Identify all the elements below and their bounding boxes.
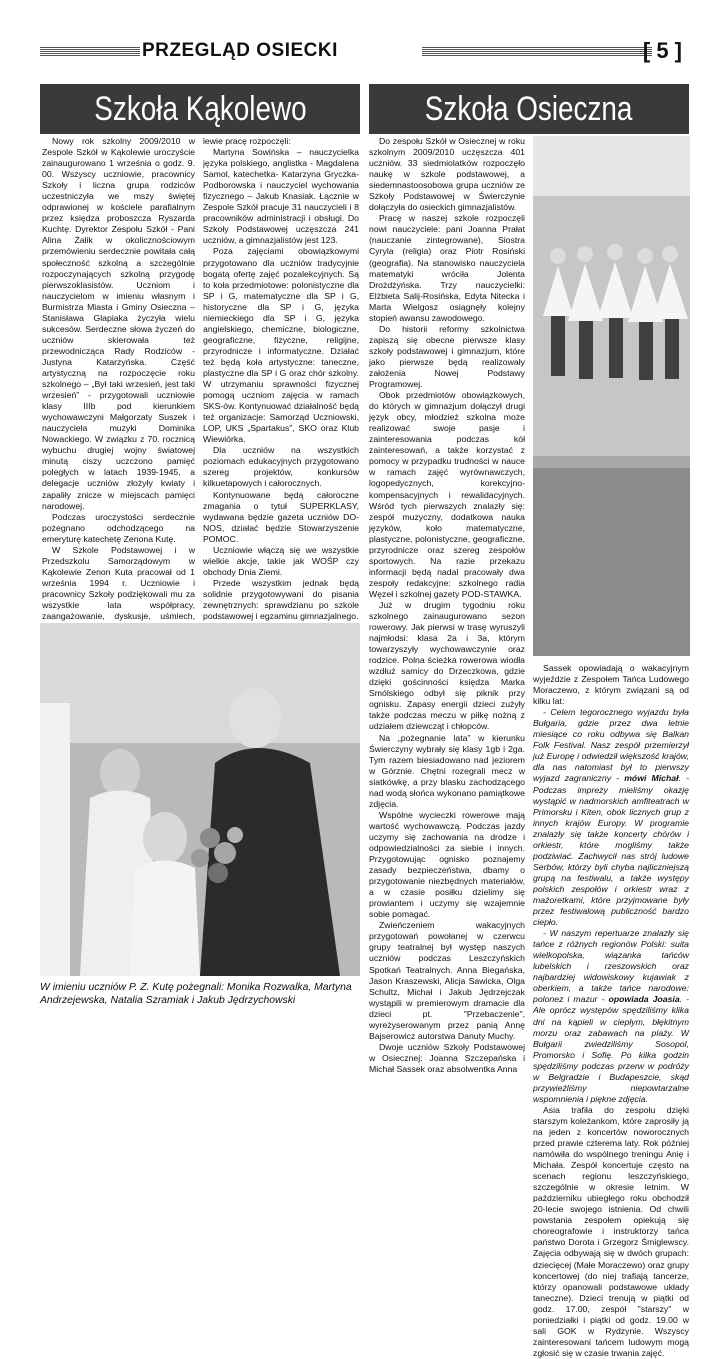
paragraph: Do historii reformy szkolnictwa zapiszą się obecne pierwsze klasy szkoły podstawowej i gimnazjum, które jako pierwsze będą realizowały założenia Nowej Podstawy Programowej.: [369, 323, 525, 390]
article-kakolewo-column-2: [203, 136, 359, 622]
page-number: [ 5 ]: [642, 38, 682, 63]
paragraph: Już w drugim tygodniu roku szkolnego zainaugurowano sezon rowerowy. Jak pierwsi w trasę wyruszyli najmłodsi: klasa 2a i 3a, którym towarzyszyły wychowawczynie oraz rodzice. Polna ścieżka rowerowa wiodła wzdłuż samicy do Drzeczkowa, gdzie dzięki gościnności księdza Marka Smólskiego odbył się piknik przy ognisku. Zapasy energii dzieci zużyły także podczas meczu w piłkę nożną z udziałem dziewcząt i chłopców.: [369, 599, 525, 732]
publication-title: PRZEGLĄD OSIECKI: [142, 40, 338, 61]
paragraph: Przede wszystkim jednak będą solidnie przygotowywani do pisania zewnętrznych: sprawdzianu po szkole podstawowej i egzaminu gimnazjalnego.: [203, 577, 359, 622]
article-osieczna-column-2: [533, 663, 689, 1358]
paragraph: Wspólne wycieczki rowerowe mają wartość wychowawczą. Podczas jazdy uczymy się zachowania na drodze i odpowiedzialności za siebie i innych. Przygotowując ognisko poznajemy zasady bezpieczeństwa, dbamy o przygotowanie niezbędnych materiałów, a w czasie posiłku dzielimy się prowiantem i uczymy się wzajemnie sobie pomagać.: [369, 809, 525, 920]
masthead-rule-right: [422, 46, 652, 56]
paragraph: Dla uczniów na wszystkich poziomach edukacyjnych przygotowano szereg projektów, konkursów kilkuetapowych i całorocznych.: [203, 445, 359, 489]
paragraph: Zwieńczeniem wakacyjnych przygotowań powołanej w czerwcu grupy teatralnej był występ naszych uczniów podczas Leszczyńskich Spotkań Teatralnych. Anna Biegańska, Jason Kraszewski, Alicja Sawicka, Olga Schultz, Michał i Jakub Jędrzejczak wystąpili w premierowym dramacie dla dzieci pt. "Przebaczenie", wyreżyserowanym przez panią Annę Bajserowicz autorstwa Danuty Muchy.: [369, 920, 525, 1041]
section-header-osieczna: [369, 84, 689, 134]
masthead-rule-left: [40, 46, 140, 56]
paragraph: Poza zajęciami obowiązkowymi przygotowano dla uczniów tradycyjnie bogatą ofertę zajęć pozalekcyjnych. Są to koła przedmiotowe: polonistyczne dla SP i G, matematyczne dla SP i G, historyczne dla SP i G, języka niemieckiego dla SP i G, języka angielskiego, chemiczne, biologiczne, geograficzne, fizyczne, religijne, przyrodnicze i informatyczne. Działać też będą koła artystyczne: taneczne, plastyczne dla SP i G oraz chór szkolny. W utrzymaniu sprawności fizycznej pomogą uczniom zajęcia w ramach SKS-ów. Kontynuować działalność będą też organizacje: Samorząd Uczniowski, LOP, UKS „Spartakus”, SKO oraz Klub Wiewiórka.: [203, 246, 359, 445]
farewell-ceremony-photo: [40, 623, 360, 976]
photo-caption: W imieniu uczniów P. Z. Kutę pożegnali: Monika Rozwalka, Martyna Andrzejewska, Natalia Szramiak i Jakub Jędrzychowski: [40, 982, 352, 1006]
paragraph: Obok przedmiotów obowiązkowych, do których w gimnazjum dołączył drugi język obcy, młodzież szkolna może realizować swoje pasje i zainteresowania podczas kół zainteresowań, a także korzystać z pomocy w przypadku trudności w nauce w ramach zajęć wyrównawczych, logopedycznych, korekcyjno-kompensacyjnych i rewalidacyjnych. Wśród tych pierwszych znalazły się: zespół muzyczny, dodatkowa nauka języków, koło matematyczne, plastyczne, polonistyczne, geograficzne, przyrodnicze oraz szereg zespołów sportowych. Na razie przekazu informacji będą nadal pracowały dwa zespoły redakcyjne: szkolnego radia Węzeł i szkolnej gazety POD-STAWKA.: [369, 390, 525, 599]
quote-text: . - Ale oprócz występów spędziliśmy klika dni na kąpieli w ciepłym, błękitnym morzu oraz zabawach na plaży. W Bułgarii zwiedziliśmy Sosopol, Promorsko i Sofię. Po kilka godzin spędziliśmy podczas przerw w podróży w Belgradzie i Budapeszcie, skąd przywieźliśmy niepowtarzalne wspomnienia i piękne zdjęcia.: [533, 994, 689, 1104]
paragraph: Na „pożegnanie lata” w kierunku Świerczyny wybrały się klasy 1gb i 2ga. Tym razem biesiadowano nad jeziorem w Górznie. Chętni rozegrali mecz w siatkówkę, a przy blasku zachodzącego nad wodą słońca wykonano pamiątkowe zdjęcia.: [369, 732, 525, 809]
photo-illustration: [40, 623, 360, 976]
masthead: [40, 40, 690, 62]
paragraph: Asia trafiła do zespołu dzięki starszym koleżankom, które zaprosiły ją na jeden z koncertów noworocznych przed prawie czterema laty. Rok później namówiła do wspólnego treningu Anię i Michała. Zespół koncertuje często na scenach regionu leszczyńskiego, szczególnie w okresie letnim. W październiku ubiegłego roku obchodził 20-lecie swojego istnienia. Od chwili powstania zespołem opiekują się choreografowie i instruktorzy tańca państwo Dorota i Grzegorz Śmiglewscy. Zajęcia odbywają się w dwóch grupach: dziecięcej (Małe Moraczewo) oraz grupy koncertowej (do niej trafiają tancerze, którzy opanowali podstawowe układy taneczne). Dzieci trenują w piątki od godz. 17.00, zespół "starszy" w poniedziałki i piątki od godz. 19.00 w sali GOK w Rydzynie. Wszyscy zainteresowani tańcem ludowym mogą zgłosić się w czasie trwania zajęć.: [533, 1104, 689, 1358]
paragraph: Dwoje uczniów Szkoły Podstawowej w Osiecznej: Joanna Szczepańska i Michał Sassek oraz absolwentka Anna: [369, 1041, 525, 1074]
photo-illustration: [533, 136, 690, 656]
paragraph: Uczniowie włączą się we wszystkie wielkie akcje, takie jak WOŚP czy obchody Dnia Ziemi.: [203, 544, 359, 577]
section-title-osieczna: Szkoła Osieczna: [425, 89, 633, 128]
section-title-kakolewo: Szkoła Kąkolewo: [93, 89, 307, 128]
paragraph: Do zespołu Szkół w Osiecznej w roku szkolnym 2009/2010 uczęszcza 401 uczniów. 33 siedmiolatków rozpoczęło naukę w szkole podstawowej, a siedemnastoosobowa grupa uczniów ze Szkoły Podstawowej w Świerczynie dołączyła do osieckich gimnazjalistów.: [369, 136, 525, 213]
paragraph: Kontynuowane będą całoroczne zmagania o tytuł SUPERKLASY, wydawana będzie gazeta uczniów DO-NOS, działać będzie Stowarzyszenie POMOC.: [203, 489, 359, 544]
quote-text: - Celem tegorocznego wyjazdu była Bułgaria, gdzie przez dwa letnie miesiące co roku odbywa się Balkan Folk Festival. Nasz zespół przemierzył już Europę i odwiedził większość krajów, dla nas natomiast był to pierwszy wyjazd zagraniczny -: [533, 707, 689, 784]
paragraph: W Szkole Podstawowej i w Przedszkolu Samorządowym w Kąkolewie Zenon Kuta pracował od 1 września 1994 r. Uczniowie i pracownicy Szkoły podziękowali mu za wszystkie lata współpracy, zaangażowanie, dyskusje, uśmiech,: [42, 544, 195, 622]
paragraph: Martyna Sowińska – nauczycielka języka polskiego, anglistka - Magdalena Samol, katechetka- Katarzyna Gryczka-Podborowska i nauczyciel wychowania fizycznego – Jakub Knasiak. Łącznie w Zespole Szkół pracuje 31 nauczycieli i 8 pracowników administracji i obsługi. Do Szkoły Podstawowej uczęszcza 241 uczniów, a gimnazjalistów jest 123.: [203, 147, 359, 246]
paragraph: Pracę w naszej szkole rozpoczęli nowi nauczyciele: pani Joanna Prałat (nauczanie zintegrowane), Siostra Cyryla (religia) oraz Piotr Rosiński (geografia). Na stanowisko nauczyciela matematyki wróciła Jolenta Drożdżyńska. Trzy nauczycielki: Elżbieta Salij-Rosińska, Edyta Nitecka i Marta Wielgosz osiągnęły kolejny stopień awansu zawodowego.: [369, 213, 525, 323]
quote-text: . - Podczas imprezy mieliśmy okazję wystąpić w nadmorskich amfiteatrach w Primorsku i Kiten, obok licznych grup z innych krajów Europy. W programie znalazły się także koncerty chórów i orkiestr, które mogliśmy także podziwiać. Zachwycił nas strój ludowe Serbów, którzy byli chyba najliczniejszą grupą na festiwalu, a także występy polskich zespołów i orkiestr wraz z mażoretkami, które przyjmowane były przez festiwalową publiczność bardzo ciepło.: [533, 773, 689, 928]
article-osieczna-column-1: [369, 136, 525, 1074]
paragraph: Nowy rok szkolny 2009/2010 w Zespole Szkół w Kąkolewie uroczyście zainaugurowano 1 września o godz. 9. 00. Wszyscy uczniowie, pracownicy Szkoły i liczna grupa rodziców uczestniczyła we mszy świętej odprawionej w kościele parafialnym przez księdza proboszcza Ryszarda Kuchtę. Dyrektor Zespołu Szkół - Pani Alina Żalik w okolicznościowym przemówieniu serdecznie powitała całą społeczność szkolną a szczególnie rozpoczynających szkolną przygodę pierwszoklasistów. Uczniom i nauczycielom w imieniu własnym i Burmistrza Miasta i Gminy Osieczna – Stanisława Glapiaka życzyła wielu sukcesów. Serdeczne słowa życzeń do uczniów skierowała też przewodnicząca Rady Rodziców - Justyna Katarzyńska. Część artystyczną na rozpoczęcie roku szkolnego – „Był taki wrzesień, jest taki wrzesień” - przygotowali uczniowie klasy IIIb pod kierunkiem wychowawczyni Małgorzaty Suszek i nauczyciela muzyki Dominika Nowackiego. W związku z 70. rocznicą wybuchu drugiej wojny światowej minutą ciszy uczczono pamięć poległych w latach 1939-1945, a delegacje uczniów złożyły kwiaty i zapaliły znicze w miejscach pamięci narodowej.: [42, 136, 195, 511]
speaker-name: opowiada Joasia: [608, 994, 680, 1005]
quote-text: - W naszym repertuarze znalazły się tańce z różnych regionów Polski: suita wielkopolska, wiązanka tańców lubelskich i rzeszowskich oraz najbardziej widowiskowy kujawiak z oberkiem, a także tańce narodowe: polonez i mazur -: [533, 928, 689, 1005]
paragraph: lewie pracę rozpoczęli:: [203, 136, 291, 146]
speaker-name: mówi Michał: [624, 773, 679, 784]
quote-paragraph: [533, 928, 689, 1105]
paragraph: Podczas uroczystości serdecznie pożegnano odchodzącego na emeryturę katechetę Zenona Kutę.: [42, 511, 195, 544]
article-kakolewo-column-1: [42, 136, 195, 622]
folk-dance-ensemble-photo: [533, 136, 690, 656]
section-header-kakolewo: [40, 84, 360, 134]
paragraph: Sassek opowiadają o wakacyjnym wyjeździe z Zespołem Tańca Ludowego Moraczewo, z którym związani są od kilku lat:: [533, 663, 689, 707]
quote-paragraph: [533, 707, 689, 928]
